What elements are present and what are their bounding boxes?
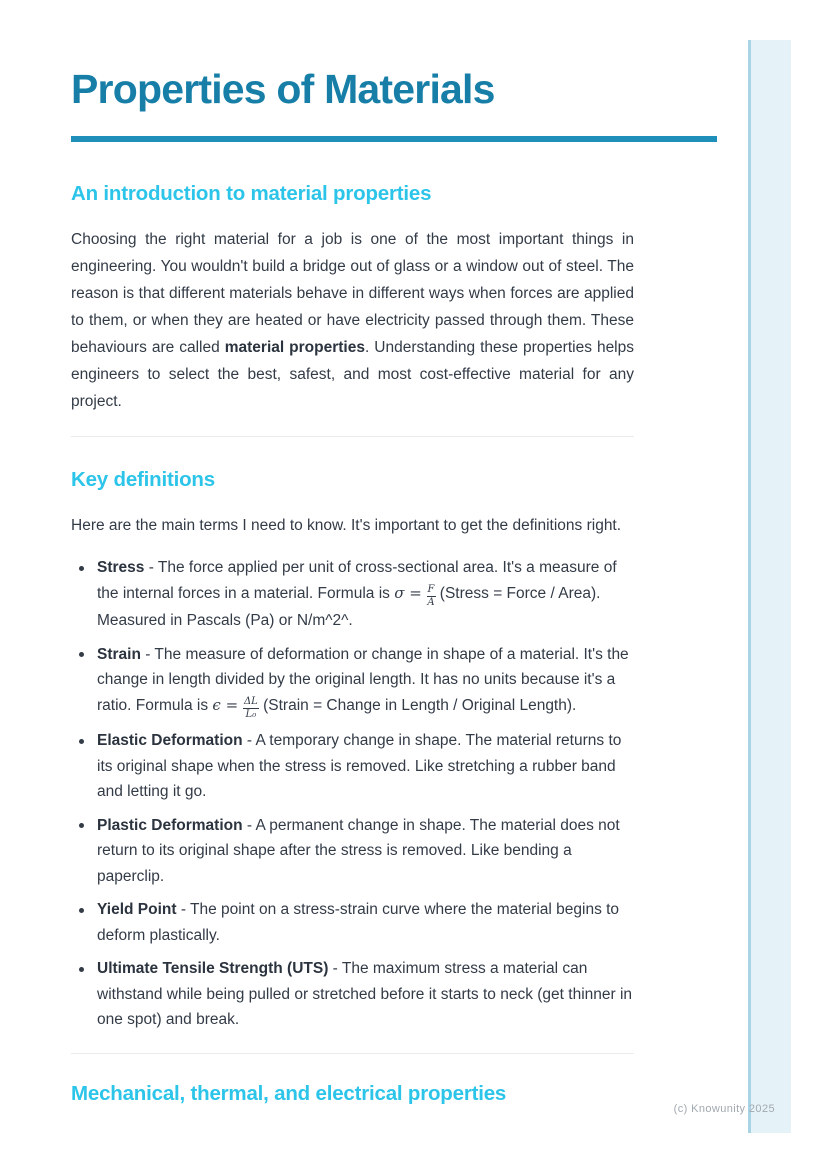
- section-divider-bottom: [71, 1053, 634, 1054]
- definition-item-strain: [71, 642, 634, 721]
- right-accent-stripe: [748, 40, 791, 1133]
- formula-fraction: [427, 584, 436, 608]
- definition-text: [97, 559, 617, 629]
- definition-item-uts: [71, 956, 634, 1033]
- section-heading-mechanical: Mechanical, thermal, and electrical properties: [71, 1081, 507, 1105]
- definition-description: - A temporary change in shape. The material returns to its original shape when the stress is removed. Like stretching a rubber band and letting it go.: [97, 732, 622, 800]
- bullet-icon: [79, 566, 84, 571]
- bullet-icon: [79, 967, 84, 972]
- title-underline-rule: [71, 136, 717, 142]
- section-heading-key-definitions: Key definitions: [71, 468, 215, 491]
- definition-text: [97, 960, 632, 1028]
- section-heading-introduction: An introduction to material properties: [71, 182, 432, 205]
- formula-symbol: ϵ =: [212, 695, 243, 714]
- intro-paragraph-text: Choosing the right material for a job is one of the most important things in engineering. You wouldn't build a bridge out of glass or a window out of steel. The reason is that different materials behave in different ways when forces are applied to them, or when they are heated or have electricity passed through them. These behaviours are called: [71, 231, 634, 356]
- bullet-icon: [79, 823, 84, 828]
- definition-term: Plastic Deformation: [97, 816, 243, 834]
- formula-fraction: [243, 696, 259, 720]
- definition-text: [97, 817, 620, 885]
- intro-paragraph-bold-term: material properties: [224, 339, 365, 356]
- key-definitions-intro-paragraph: Here are the main terms I need to know. It's important to get the definitions right.: [71, 517, 622, 534]
- bullet-icon: [79, 652, 84, 657]
- bullet-icon: [79, 739, 84, 744]
- definition-description-after: (Strain = Change in Length / Original Length).: [258, 696, 577, 714]
- fraction-numerator: ΔL: [243, 696, 258, 707]
- definition-text: [97, 901, 619, 944]
- definitions-list: [71, 555, 634, 1033]
- bullet-icon: [79, 908, 84, 913]
- section-divider-top: [71, 436, 634, 437]
- definition-description: - The force applied per unit of cross-sectional area. It's a measure of the internal forces in a material. Formula is: [97, 559, 617, 602]
- definition-term: Strain: [97, 645, 141, 663]
- intro-paragraph-text-after: . Understanding these properties helps engineers to select the best, safest, and most cost-effective material for any project.: [71, 339, 634, 410]
- definition-term: Elastic Deformation: [97, 732, 243, 749]
- definition-term: Yield Point: [97, 901, 177, 918]
- definition-description: - The measure of deformation or change in shape of a material. It's the change in length divided by the original length. It has no units because it's a ratio. Formula is: [97, 645, 629, 714]
- formula-symbol: σ =: [394, 583, 427, 602]
- stress-formula: [394, 583, 435, 608]
- definition-term: Ultimate Tensile Strength (UTS): [97, 960, 329, 977]
- definition-item-yield-point: [71, 897, 634, 948]
- definition-description: - The maximum stress a material can withstand while being pulled or stretched before it starts to neck (get thinner in one spot) and break.: [97, 960, 633, 1028]
- definition-description: - The point on a stress-strain curve where the material begins to deform plastically.: [97, 901, 620, 944]
- definition-text: [97, 732, 621, 800]
- definition-description-after: (Stress = Force / Area). Measured in Pascals (Pa) or N/m^2^.: [97, 584, 601, 629]
- definition-term: Stress: [97, 559, 145, 576]
- definition-item-plastic-deformation: [71, 813, 634, 890]
- definition-item-stress: [71, 555, 634, 634]
- fraction-denominator: L₀: [245, 708, 257, 720]
- strain-formula: [212, 695, 258, 720]
- definition-text: [97, 645, 629, 720]
- fraction-numerator: F: [427, 584, 435, 595]
- definition-item-elastic-deformation: [71, 728, 634, 805]
- fraction-denominator: A: [427, 596, 435, 608]
- copyright-watermark: (c) Knowunity 2025: [673, 1103, 775, 1115]
- intro-paragraph: [71, 226, 634, 415]
- document-content: [71, 0, 634, 1108]
- page-title: Properties of Materials: [71, 66, 495, 112]
- definition-description: - A permanent change in shape. The material does not return to its original shape after the stress is removed. Like bending a paperclip.: [97, 816, 620, 885]
